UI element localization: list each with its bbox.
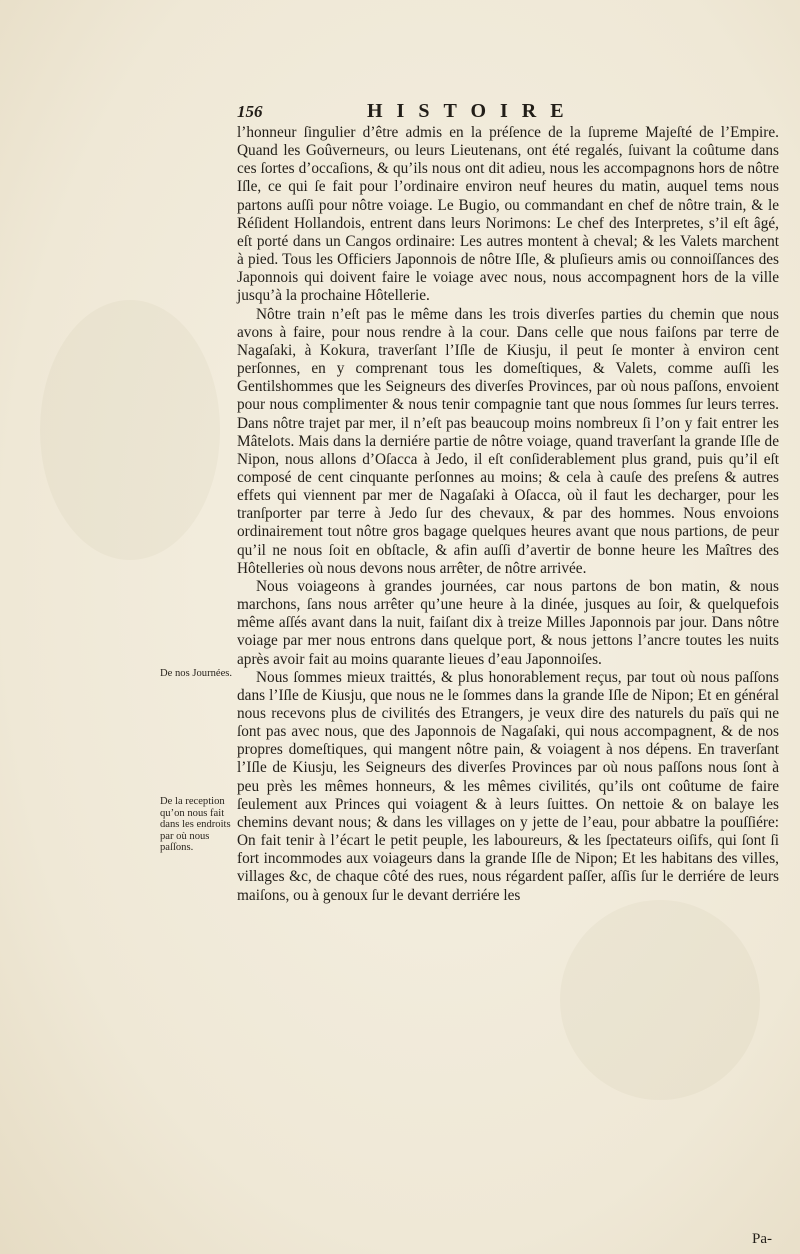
paragraph: Nous voiageons à grandes journées, car nous partons de bon matin, & nous marchons, ſans nous arrêter qu’une heure à la dinée, jusques au ſoir, & quelquefois même aſſés avant dans la nuit, faiſant dix à treize Milles Japonnois par jour. Dans nôtre voiage par mer nous entrons dans quelque port, & nous jettons l’ancre toutes les nuits après avoir fait au moins quarante lieues d’eau Japonnoiſes. bbox=[237, 577, 779, 668]
paragraph: l’honneur ſingulier d’être admis en la préſence de la ſupreme Majeſté de l’Empire. Quand les Goûverneurs, ou leurs Lieutenans, ont été regalés, ſuivant la coûtume dans ces ſortes d’occaſions, & qu’ils nous ont dit adieu, nous les accompagnons hors de nôtre Iſle, ce qui ſe fait pour l’ordinaire environ neuf heures du matin, auquel tems nous partons auſſi pour nôtre voiage. Le Bugio, ou commandant en chef de nôtre train, & le Réſident Hollandois, entrent dans leurs Norimons: Le chef des Interpretes, s’il eſt âgé, eſt porté dans un Cangos ordinaire: Les autres montent à cheval; & les Valets marchent à pied. Tous les Officiers Japonnois de nôtre Iſle, & pluſieurs amis ou connoiſſances des Japonnois qui doivent faire le voiage avec nous, nous accompagnent hors de la ville jusqu’à la prochaine Hôtellerie. bbox=[237, 124, 779, 305]
body-text bbox=[237, 124, 779, 905]
running-title: HISTOIRE bbox=[367, 100, 578, 122]
paragraph: Nôtre train n’eſt pas le même dans les trois diverſes parties du chemin que nous avons à faire, pour nous rendre à la cour. Dans celle que nous faiſons par terre de Nagaſaki, à Kokura, traverſant l’Iſle de Kiusju, il peut ſe monter à environ cent perſonnes, en y comprenant tous les domeſtiques, & Valets, comme auſſi les Gentilshommes que les Seigneurs des diverſes Provinces, par où nous paſſons, envoient pour nous complimenter & nous tenir compagnie tant que nous ſommes ſur leurs terres. Dans nôtre trajet par mer, il n’eſt pas beaucoup moins nombreux ſi l’on y fait entrer les Mâtelots. Mais dans la derniére partie de nôtre voiage, quand traverſant la grande Iſle de Nipon, nous allons d’Oſacca à Jedo, il eſt conſiderablement plus grand, puis qu’il eſt composé de cent cinquante perſonnes au moins; & cela à cauſe des preſens & autres effets qui viennent par mer de Nagaſaki à Oſacca, où il faut les decharger, pour les tranſporter par terre à Jedo ſur des chevaux, & par des hommes. Nous envoions ordinairement tout nôtre gros bagage quelques heures avant que nous partions, de peur qu’il ne nous ſoit en obſtacle, & afin auſſi d’avertir de bonne heure les Maîtres des Hôtelleries où nous devons nous arrêter, de nôtre arrivée. bbox=[237, 305, 779, 577]
page-header bbox=[237, 100, 777, 124]
paper-stain bbox=[560, 900, 760, 1100]
catchword: Pa- bbox=[752, 1231, 772, 1247]
margin-note-reception: De la reception qu’on nous fait dans les endroits par où nous paſſons. bbox=[160, 796, 231, 854]
paragraph: Nous ſommes mieux traittés, & plus honorablement reçus, par tout où nous paſſons dans l’Iſle de Kiusju, que nous ne le ſommes dans la grande Iſle de Nipon; Et en général nous recevons plus de civilités des Etrangers, je veux dire des naturels du païs qui ne ſont pas avec nous, que des Japonnois de Nagaſaki, qui nous accompagnent, & de nos propres domeſtiques, qui mangent nôtre pain, & voiagent à nos dépens. En traverſant l’Iſle de Kiusju, les Seigneurs des diverſes Provinces par où nous paſſons nous ſont à peu près les mêmes honneurs, & les mêmes civilités, qu’ils ont coûtume de faire ſeulement aux Princes qui voiagent & à leurs ſuittes. On nettoie & on balaye les chemins devant nous; & dans les villages on y jette de l’eau, pour abbatre la pouſſiére: On fait tenir à l’écart le petit peuple, les laboureurs, & les ſpectateurs oiſifs, qui ſont ſi fort incommodes aux voiageurs dans la grande Iſle de Nipon; Et les habitans des villes, villages &c, de chaque côté des rues, nous régardent paſſer, aſſis ſur le derriére de leurs maiſons, ou à genoux ſur le devant derriére les bbox=[237, 668, 779, 904]
margin-note-journees: De nos Journées. bbox=[160, 668, 233, 679]
paper-stain bbox=[40, 300, 220, 560]
page-number: 156 bbox=[237, 102, 263, 121]
